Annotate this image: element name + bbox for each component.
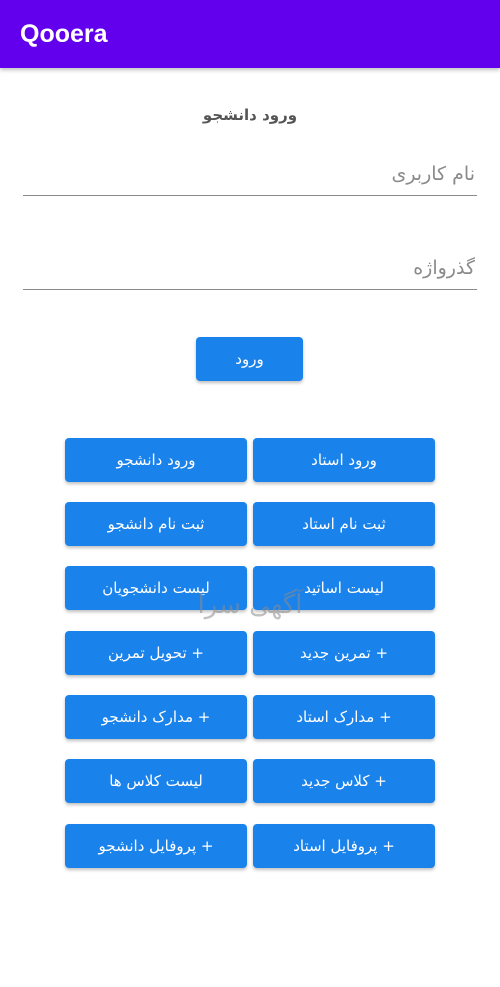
password-field[interactable]: [23, 246, 477, 290]
app-title: Qooera: [20, 20, 108, 48]
login-button[interactable]: ورود: [196, 337, 303, 381]
app-bar: [0, 0, 500, 68]
new-exercise-button[interactable]: + تمرین جدید: [253, 631, 435, 675]
student-login-button[interactable]: ورود دانشجو: [65, 438, 247, 482]
watermark: آگهی سرا: [197, 590, 303, 620]
teacher-documents-button[interactable]: + مدارک استاد: [253, 695, 435, 739]
student-list-button[interactable]: لیست دانشجویان: [65, 566, 247, 610]
teacher-profile-button[interactable]: + پروفایل استاد: [253, 824, 435, 868]
new-class-button[interactable]: + کلاس جدید: [253, 759, 435, 803]
teacher-login-button[interactable]: ورود استاد: [253, 438, 435, 482]
student-profile-button[interactable]: + پروفایل دانشجو: [65, 824, 247, 868]
teacher-list-button[interactable]: لیست اساتید: [253, 566, 435, 610]
login-title: ورود دانشجو: [202, 106, 298, 124]
teacher-register-button[interactable]: ثبت نام استاد: [253, 502, 435, 546]
username-field[interactable]: [23, 152, 477, 196]
student-documents-button[interactable]: + مدارک دانشجو: [65, 695, 247, 739]
student-register-button[interactable]: ثبت نام دانشجو: [65, 502, 247, 546]
submit-exercise-button[interactable]: + تحویل تمرین: [65, 631, 247, 675]
class-list-button[interactable]: لیست کلاس ها: [65, 759, 247, 803]
